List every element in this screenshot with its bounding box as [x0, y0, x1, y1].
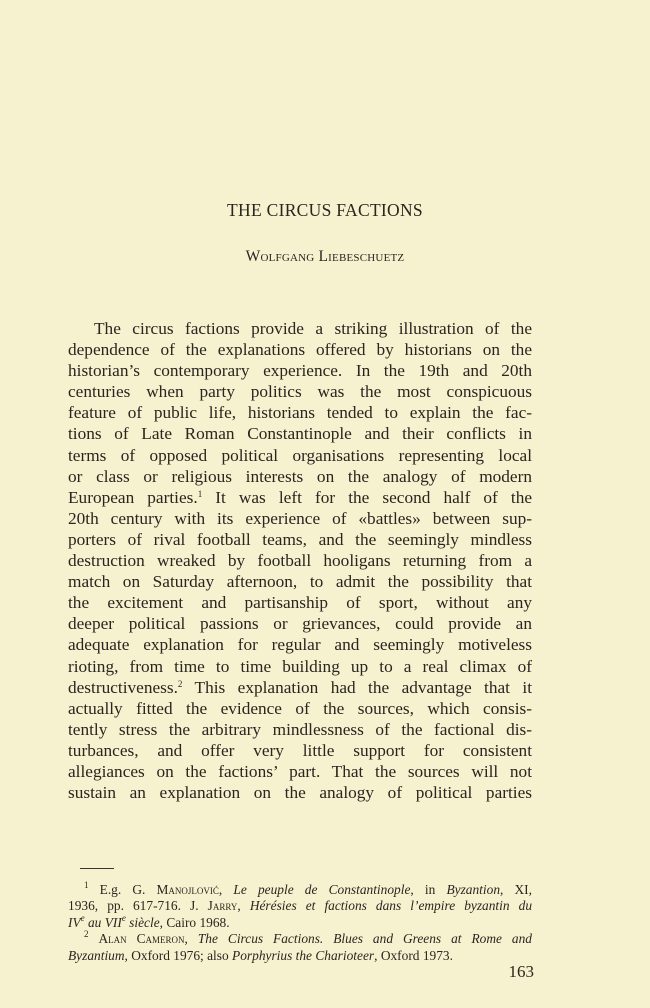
footnote-1-line: $^1$ E.g. G. Manojlović, Le peuple de Constantinople, in Byzantion, XI, [84, 880, 532, 897]
author-name: Manojlović [156, 882, 219, 897]
footnote-2-line: Byzantium, Oxford 1976; also Porphyrius the Charioteer, Oxford 1973. [68, 947, 453, 963]
body-line: terms of opposed political organisations representing local [68, 445, 532, 465]
footnote-1-line: 1936, pp. 617-716. J. Jarry, Hérésies et factions dans l’empire byzantin du [68, 898, 533, 914]
footnote-2-line: $^2$ Alan Cameron, The Circus Factions. Blues and Greens at Rome and [84, 929, 533, 947]
footnote-1-line: IVe au VIIe siècle, Cairo 1968. [68, 912, 230, 930]
book-title: The Circus Factions. Blues and Greens at Rome and [197, 931, 533, 947]
body-line: dependence of the explanations offered by historians on the [68, 340, 532, 360]
body-line: the excitement and partisanship of sport, without any [68, 593, 532, 613]
article-author: Wolfgang Liebeschuetz [245, 248, 405, 265]
book-title: Hérésies et factions dans l’empire byzantin du [249, 898, 533, 914]
footnote-number-2: 2 [84, 929, 89, 940]
body-text-segment: This explanation had the advantage that it [182, 677, 532, 697]
body-line: porters of rival football teams, and the seemingly mindless [68, 529, 532, 549]
body-line: turbances, and offer very little support for consistent [68, 740, 532, 760]
body-line: actually fitted the evidence of the sources, which consis- [68, 698, 532, 718]
body-line: centuries when party politics was the most conspicuous [68, 382, 532, 402]
body-line: match on Saturday afternoon, to admit the possibility that [68, 572, 532, 592]
footnote-separator [80, 868, 114, 869]
journal-title: Byzantion [446, 882, 501, 897]
body-line: sustain an explanation on the analogy of political parties [68, 783, 532, 803]
body-line: allegiances on the factions’ part. That the sources will not [68, 761, 532, 781]
book-title: Porphyrius the Charioteer [232, 947, 375, 963]
body-text-segment: It was left for the second half of the [202, 487, 533, 507]
body-line: 20th century with its experience of «battles» between sup- [68, 508, 532, 528]
book-title: Le peuple de Constantinople [233, 882, 411, 897]
footnote-ref-1[interactable]: 1 [197, 488, 203, 499]
author-name: Alan Cameron [98, 931, 185, 947]
article-title: THE CIRCUS FACTIONS [227, 200, 423, 220]
body-line: feature of public life, historians tended to explain the fac- [68, 403, 532, 423]
body-line: tently stress the arbitrary mindlessness of the factional dis- [68, 719, 532, 739]
author-name: Jarry [207, 898, 238, 914]
page-number: 163 [508, 962, 534, 981]
body-line: deeper political passions or grievances, could provide an [68, 614, 532, 634]
body-line: or class or religious interests on the analogy of modern [68, 466, 532, 486]
body-line: destruction wreaked by football hooligans returning from a [68, 551, 532, 571]
body-line: historian’s contemporary experience. In the 19th and 20th [68, 361, 532, 381]
footnote-number-1: 1 [84, 880, 89, 890]
body-text-segment: European parties. [68, 487, 198, 507]
body-text-segment: destructiveness. [68, 677, 178, 697]
body-line: The circus factions provide a striking illustration of the [94, 319, 532, 338]
footnote-ref-2[interactable]: 2 [177, 678, 183, 689]
footnotes [68, 882, 532, 964]
body-text [68, 318, 532, 803]
body-line [68, 487, 532, 508]
body-line: rioting, from time to time building up to a real climax of [68, 656, 532, 676]
body-line: tions of Late Roman Constantinople and their conflicts in [68, 424, 532, 444]
body-line [68, 677, 532, 698]
body-line: adequate explanation for regular and seemingly motiveless [68, 635, 532, 655]
